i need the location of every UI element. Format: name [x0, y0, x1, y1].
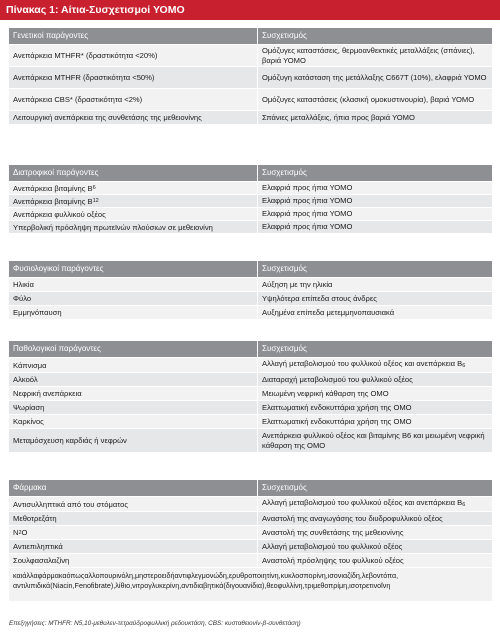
table-row — [9, 194, 492, 207]
table-row — [9, 220, 492, 233]
row-relation: Αναστολή πρόσληψης του φυλλικού οξέος — [257, 554, 492, 567]
row-relation: Αύξηση με την ηλικία — [257, 278, 492, 291]
row-factor: Ανεπάρκεια φυλλικού οξέος — [13, 209, 106, 219]
row-factor: Ηλικία — [13, 280, 34, 289]
table-row — [9, 110, 492, 124]
row-factor: Ψωρίαση — [13, 403, 45, 412]
section-dietary — [9, 165, 492, 233]
table-row — [9, 88, 492, 110]
table-row — [9, 305, 492, 319]
section-header-factor: Παθολογικοί παράγοντες — [13, 344, 101, 353]
section-header-relation: Συσχετισμός — [257, 480, 492, 496]
row-relation: Ομόζυγες καταστάσεις (κλασική ομοκυστινουρία), βαριά ΥΟΜΟ — [257, 89, 492, 110]
table-row — [9, 400, 492, 414]
table-row — [9, 372, 492, 386]
table-row — [9, 511, 492, 525]
row-relation: Αλλαγή μεταβολισμού του φυλλικού οξέος και ανεπάρκεια $B_6$ — [257, 497, 492, 511]
table-row — [9, 207, 492, 220]
row-relation: Ελαφριά προς ήπια ΥΟΜΟ — [257, 208, 492, 220]
row-factor: Ανεπάρκεια CBS* (δραστικότητα <2%) — [13, 95, 143, 104]
row-factor: Αντιεπιληπτικά — [13, 542, 63, 551]
section-header — [9, 480, 492, 496]
row-factor: Αντισυλληπτικά από του στόματος — [13, 499, 128, 509]
table-row — [9, 496, 492, 511]
table-row — [9, 553, 492, 567]
row-relation: Ελαττωματική ενδοκυττάρια χρήση της ΟΜΟ — [257, 401, 492, 414]
row-factor: Κάπνισμα — [13, 360, 47, 370]
row-factor: Λειτουργική ανεπάρκεια της συνθετάσης της μεθειονίνης — [13, 113, 202, 122]
section-header — [9, 28, 492, 44]
row-relation: Αλλαγή μεταβολισμού του φυλλικού οξέος — [257, 540, 492, 553]
row-relation: Αλλαγή μεταβολισμού του φυλλικού οξέος και ανεπάρκεια $B_6$ — [257, 358, 492, 372]
table-title: Πίνακας 1: Αίτια-Συσχετισμοί ΥΟΜΟ — [0, 0, 500, 20]
section-header — [9, 341, 492, 357]
table-row — [9, 539, 492, 553]
row-factor: Υπερβολική πρόσληψη πρωτεϊνών πλούσιων σε μεθειονίνη — [13, 222, 213, 232]
table-row — [9, 428, 492, 452]
row-factor: Φύλο — [13, 294, 32, 303]
section-physiological — [9, 261, 492, 319]
row-factor: Αλκοόλ — [13, 375, 38, 384]
table-row — [9, 181, 492, 194]
row-relation: Σπάνιες μεταλλάξεις, ήπια προς βαριά ΥΟΜΟ — [257, 111, 492, 124]
row-factor: Σουλφασαλαζίνη — [13, 556, 70, 565]
section-header-factor: Διατροφικοί παράγοντες — [13, 168, 99, 177]
row-relation: Διαταραχή μεταβολισμού του φυλλικού οξέος — [257, 373, 492, 386]
section-genetic — [9, 28, 492, 124]
row-factor: Ανεπάρκεια βιταμίνης B 12 — [13, 196, 99, 206]
table-row — [9, 66, 492, 88]
section-drugs — [9, 480, 492, 601]
row-relation: Ελαττωματική ενδοκυττάρια χρήση της ΟΜΟ — [257, 415, 492, 428]
row-relation: Μειωμένη νεφρική κάθαρση της ΟΜΟ — [257, 387, 492, 400]
section-header-relation: Συσχετισμός — [257, 341, 492, 357]
row-relation: Αναστολή της αναγωγάσης του διυδροφυλλικού οξέος — [257, 512, 492, 525]
row-factor: Εμμηνόπαυση — [13, 308, 62, 317]
row-relation: Ομόζυγες καταστάσεις, θερμοανθεκτικές μεταλλάξεις (σπάνιες), βαριά ΥΟΜΟ — [257, 45, 492, 66]
row-factor: Νεφρική ανεπάρκεια — [13, 389, 82, 398]
table-row — [9, 357, 492, 372]
row-factor: Καρκίνος — [13, 417, 44, 426]
row-relation: Ανεπάρκεια φυλλικού οξέος και βιταμίνης B6 και μειωμένη νεφρική κάθαρση της ΟΜΟ — [257, 429, 492, 452]
row-factor: N 2 O — [13, 528, 28, 537]
table-row — [9, 44, 492, 66]
row-factor: Μεταμόσχευση καρδιάς ή νεφρών — [13, 436, 127, 445]
row-relation: Υψηλότερα επίπεδα στους άνδρες — [257, 292, 492, 305]
section-header-factor: Γενετικοί παράγοντες — [13, 31, 89, 40]
row-factor: Ανεπάρκεια βιταμίνης B 6 — [13, 183, 96, 193]
section-header-factor: Φάρμακα — [13, 483, 47, 492]
drugs-footer-list: καιάλλαφάρμακαόπωςαλλοπουρινόλη,μηστεροειδήαντιφλεγμονώδη,ερυθροποιητίνη,κυκλοσπορίνη,ισονιαζίδη,λεβοντόπα, αντιλιπιδικά(Niacin,Fenofibrate),λίθιο,νιτρογλυκερίνη,αντιδιαβητικά(διγουανίδια),θεοφυλλίνη,τριμεθοπρίμη,ισοτρετινοΐνη — [9, 567, 492, 601]
section-header — [9, 165, 492, 181]
table-row — [9, 291, 492, 305]
footnote: Επεξηγήσεις: MTHFR: N5,10-μεθυλεν-τετραϋδροφυλλική ρεδουκτάση, CBS: κυσταθειονίν-β-συνθετάση) — [9, 620, 301, 627]
section-header-relation: Συσχετισμός — [257, 261, 492, 277]
row-relation: Ελαφριά προς ήπια ΥΟΜΟ — [257, 182, 492, 194]
row-factor: Ανεπάρκεια MTHFR* (δραστικότητα <20%) — [13, 51, 158, 60]
row-factor: Μεθοτρεξάτη — [13, 514, 57, 523]
section-header-relation: Συσχετισμός — [257, 165, 492, 181]
row-relation: Ελαφριά προς ήπια ΥΟΜΟ — [257, 221, 492, 233]
section-pathological — [9, 341, 492, 452]
section-header-relation: Συσχετισμός — [257, 28, 492, 44]
row-relation: Αναστολή της συνθετάσης της μεθειονίνης — [257, 526, 492, 539]
table-row — [9, 386, 492, 400]
row-factor: Ανεπάρκεια MTHFR (δραστικότητα <50%) — [13, 73, 155, 82]
section-header-factor: Φυσιολογικοί παράγοντες — [13, 264, 104, 273]
table-row — [9, 414, 492, 428]
row-relation: Ελαφριά προς ήπια ΥΟΜΟ — [257, 195, 492, 207]
table-row — [9, 277, 492, 291]
section-header — [9, 261, 492, 277]
row-relation: Αυξημένα επίπεδα μετεμμηνοπαυσιακά — [257, 306, 492, 319]
table-row — [9, 525, 492, 539]
row-relation: Ομόζυγη κατάσταση της μετάλλαξης C667T (10%), ελαφριά ΥΟΜΟ — [257, 67, 492, 88]
